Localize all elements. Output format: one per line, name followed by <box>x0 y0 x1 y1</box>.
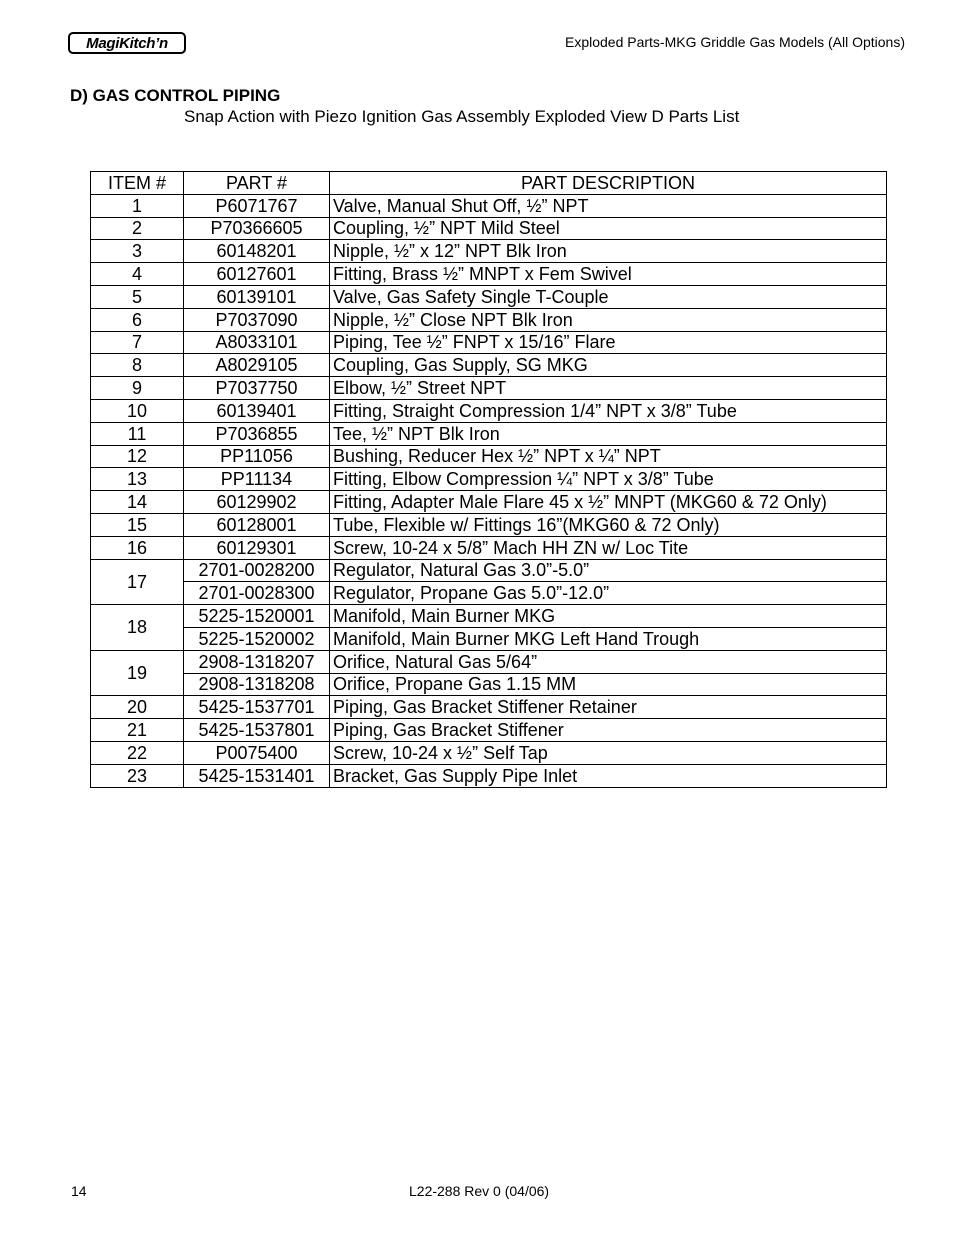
table-row <box>91 445 887 468</box>
part-description-cell: Valve, Gas Safety Single T-Couple <box>330 285 887 308</box>
part-description-cell: Fitting, Brass ½” MNPT x Fem Swivel <box>330 263 887 286</box>
table-row <box>91 194 887 217</box>
part-number-cell: 60129301 <box>184 536 330 559</box>
table-row <box>91 673 887 696</box>
part-description-cell: Orifice, Propane Gas 1.15 MM <box>330 673 887 696</box>
part-description-cell: Screw, 10-24 x ½” Self Tap <box>330 741 887 764</box>
part-number-cell: 5425-1531401 <box>184 764 330 787</box>
part-number-cell: P6071767 <box>184 194 330 217</box>
table-row <box>91 422 887 445</box>
document-revision: L22-288 Rev 0 (04/06) <box>409 1183 550 1199</box>
column-header-item: ITEM # <box>91 172 184 195</box>
part-number-cell: P70366605 <box>184 217 330 240</box>
part-description-cell: Bracket, Gas Supply Pipe Inlet <box>330 764 887 787</box>
item-number-cell: 15 <box>91 513 184 536</box>
part-description-cell: Fitting, Elbow Compression ¼” NPT x 3/8” Tube <box>330 468 887 491</box>
part-number-cell: 5425-1537801 <box>184 719 330 742</box>
part-number-cell: 60139101 <box>184 285 330 308</box>
item-number-cell: 10 <box>91 399 184 422</box>
table-header-row <box>91 172 887 195</box>
part-number-cell: 2908-1318207 <box>184 650 330 673</box>
table-row <box>91 285 887 308</box>
part-description-cell: Orifice, Natural Gas 5/64” <box>330 650 887 673</box>
part-description-cell: Screw, 10-24 x 5/8” Mach HH ZN w/ Loc Tite <box>330 536 887 559</box>
table-row <box>91 513 887 536</box>
item-number-cell: 13 <box>91 468 184 491</box>
part-number-cell: 5225-1520002 <box>184 627 330 650</box>
item-number-cell: 3 <box>91 240 184 263</box>
part-description-cell: Piping, Gas Bracket Stiffener <box>330 719 887 742</box>
item-number-cell: 9 <box>91 377 184 400</box>
header-title: Exploded Parts-MKG Griddle Gas Models (All Options) <box>564 34 905 50</box>
table-row <box>91 650 887 673</box>
item-number-cell: 8 <box>91 354 184 377</box>
part-description-cell: Regulator, Natural Gas 3.0”-5.0” <box>330 559 887 582</box>
parts-table-body <box>91 194 887 787</box>
part-number-cell: A8029105 <box>184 354 330 377</box>
table-row <box>91 741 887 764</box>
table-row <box>91 331 887 354</box>
section-heading: D) GAS CONTROL PIPING <box>70 86 281 105</box>
item-number-cell: 19 <box>91 650 184 696</box>
part-description-cell: Manifold, Main Burner MKG Left Hand Trough <box>330 627 887 650</box>
part-number-cell: P7036855 <box>184 422 330 445</box>
part-description-cell: Piping, Gas Bracket Stiffener Retainer <box>330 696 887 719</box>
part-description-cell: Manifold, Main Burner MKG <box>330 605 887 628</box>
table-row <box>91 582 887 605</box>
table-row <box>91 354 887 377</box>
part-description-cell: Regulator, Propane Gas 5.0”-12.0” <box>330 582 887 605</box>
item-number-cell: 20 <box>91 696 184 719</box>
page-number: 14 <box>71 1183 87 1199</box>
part-description-cell: Nipple, ½” x 12” NPT Blk Iron <box>330 240 887 263</box>
item-number-cell: 17 <box>91 559 184 605</box>
part-number-cell: 60127601 <box>184 263 330 286</box>
part-number-cell: PP11056 <box>184 445 330 468</box>
part-number-cell: 2908-1318208 <box>184 673 330 696</box>
table-row <box>91 719 887 742</box>
table-row <box>91 308 887 331</box>
table-row <box>91 240 887 263</box>
table-row <box>91 217 887 240</box>
table-row <box>91 263 887 286</box>
table-row <box>91 491 887 514</box>
item-number-cell: 12 <box>91 445 184 468</box>
item-number-cell: 6 <box>91 308 184 331</box>
part-number-cell: 60128001 <box>184 513 330 536</box>
part-number-cell: A8033101 <box>184 331 330 354</box>
table-row <box>91 468 887 491</box>
item-number-cell: 23 <box>91 764 184 787</box>
part-description-cell: Elbow, ½” Street NPT <box>330 377 887 400</box>
item-number-cell: 4 <box>91 263 184 286</box>
part-number-cell: 2701-0028200 <box>184 559 330 582</box>
part-description-cell: Coupling, ½” NPT Mild Steel <box>330 217 887 240</box>
parts-table <box>90 171 887 788</box>
brand-logo <box>68 32 186 54</box>
part-description-cell: Coupling, Gas Supply, SG MKG <box>330 354 887 377</box>
item-number-cell: 11 <box>91 422 184 445</box>
part-number-cell: PP11134 <box>184 468 330 491</box>
table-row <box>91 377 887 400</box>
table-row <box>91 559 887 582</box>
brand-logo-text: MagiKitch’n <box>86 34 168 52</box>
part-number-cell: 60148201 <box>184 240 330 263</box>
column-header-part: PART # <box>184 172 330 195</box>
part-description-cell: Tube, Flexible w/ Fittings 16”(MKG60 & 72 Only) <box>330 513 887 536</box>
part-number-cell: 60129902 <box>184 491 330 514</box>
item-number-cell: 18 <box>91 605 184 651</box>
table-row <box>91 696 887 719</box>
part-number-cell: 2701-0028300 <box>184 582 330 605</box>
table-row <box>91 536 887 559</box>
part-description-cell: Fitting, Straight Compression 1/4” NPT x 3/8” Tube <box>330 399 887 422</box>
part-description-cell: Bushing, Reducer Hex ½” NPT x ¼” NPT <box>330 445 887 468</box>
table-row <box>91 627 887 650</box>
section-subtitle: Snap Action with Piezo Ignition Gas Assembly Exploded View D Parts List <box>184 107 740 126</box>
item-number-cell: 7 <box>91 331 184 354</box>
item-number-cell: 2 <box>91 217 184 240</box>
part-number-cell: 5425-1537701 <box>184 696 330 719</box>
part-description-cell: Fitting, Adapter Male Flare 45 x ½” MNPT (MKG60 & 72 Only) <box>330 491 887 514</box>
table-row <box>91 605 887 628</box>
part-description-cell: Valve, Manual Shut Off, ½” NPT <box>330 194 887 217</box>
table-row <box>91 764 887 787</box>
item-number-cell: 1 <box>91 194 184 217</box>
part-description-cell: Tee, ½” NPT Blk Iron <box>330 422 887 445</box>
part-number-cell: P7037090 <box>184 308 330 331</box>
table-row <box>91 399 887 422</box>
column-header-description: PART DESCRIPTION <box>330 172 887 195</box>
item-number-cell: 14 <box>91 491 184 514</box>
part-description-cell: Nipple, ½” Close NPT Blk Iron <box>330 308 887 331</box>
part-number-cell: P0075400 <box>184 741 330 764</box>
part-number-cell: 60139401 <box>184 399 330 422</box>
item-number-cell: 16 <box>91 536 184 559</box>
item-number-cell: 5 <box>91 285 184 308</box>
item-number-cell: 21 <box>91 719 184 742</box>
item-number-cell: 22 <box>91 741 184 764</box>
part-number-cell: 5225-1520001 <box>184 605 330 628</box>
part-number-cell: P7037750 <box>184 377 330 400</box>
part-description-cell: Piping, Tee ½” FNPT x 15/16” Flare <box>330 331 887 354</box>
